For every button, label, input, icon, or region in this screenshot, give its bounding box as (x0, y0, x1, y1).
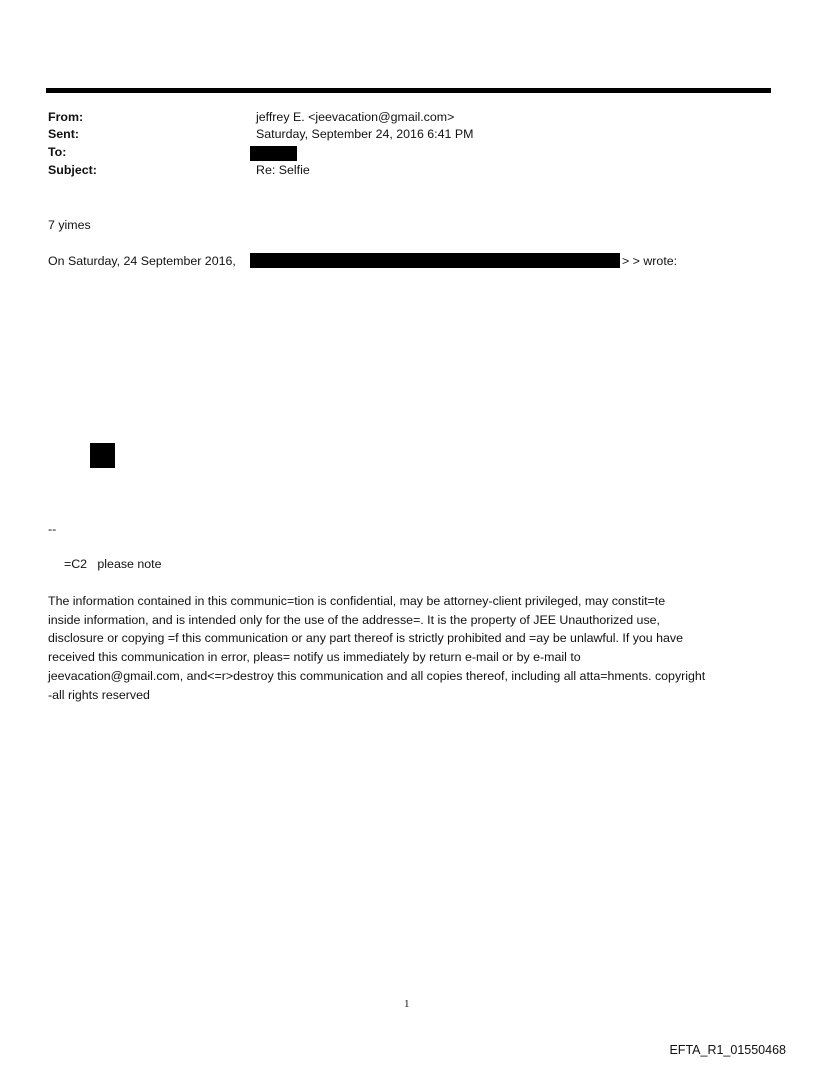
quote-redaction (250, 253, 620, 268)
subject-label: Subject: (48, 163, 97, 177)
note-text: =C2 please note (64, 557, 162, 571)
from-label: From: (48, 110, 84, 124)
disclaimer-line: inside information, and is intended only for the use of the addresse=. It is the property of JEE Unauthorized use, (48, 612, 660, 627)
to-label: To: (48, 145, 67, 159)
disclaimer (48, 592, 705, 704)
page-number: 1 (404, 998, 410, 1010)
disclaimer-line: received this communication in error, pleas= notify us immediately by return e-mail or by e-mail to (48, 650, 581, 665)
body-redaction (90, 443, 115, 468)
disclaimer-line: -all rights reserved (48, 687, 150, 702)
to-redaction (250, 146, 297, 161)
quote-suffix: > > wrote: (622, 254, 678, 268)
disclaimer-line: jeevacation@gmail.com, and<=r>destroy this communication and all copies thereof, including all atta=hments. copyright (48, 668, 706, 683)
sent-value: Saturday, September 24, 2016 6:41 PM (256, 127, 474, 141)
reply-text: 7 yimes (48, 218, 91, 232)
from-value: jeffrey E. <jeevacation@gmail.com> (256, 110, 455, 124)
signature-separator: -- (48, 522, 57, 536)
sent-label: Sent: (48, 127, 79, 141)
bates-number: EFTA_R1_01550468 (669, 1043, 786, 1057)
disclaimer-line: disclosure or copying =f this communication or any part thereof is strictly prohibited and =ay be unlawful. If you have (48, 631, 684, 646)
disclaimer-line: The information contained in this communic=tion is confidential, may be attorney-client privileged, may constit=te (48, 594, 666, 608)
subject-value: Re: Selfie (256, 163, 310, 177)
header-rule (46, 88, 771, 93)
quote-prefix: On Saturday, 24 September 2016, (48, 254, 236, 268)
